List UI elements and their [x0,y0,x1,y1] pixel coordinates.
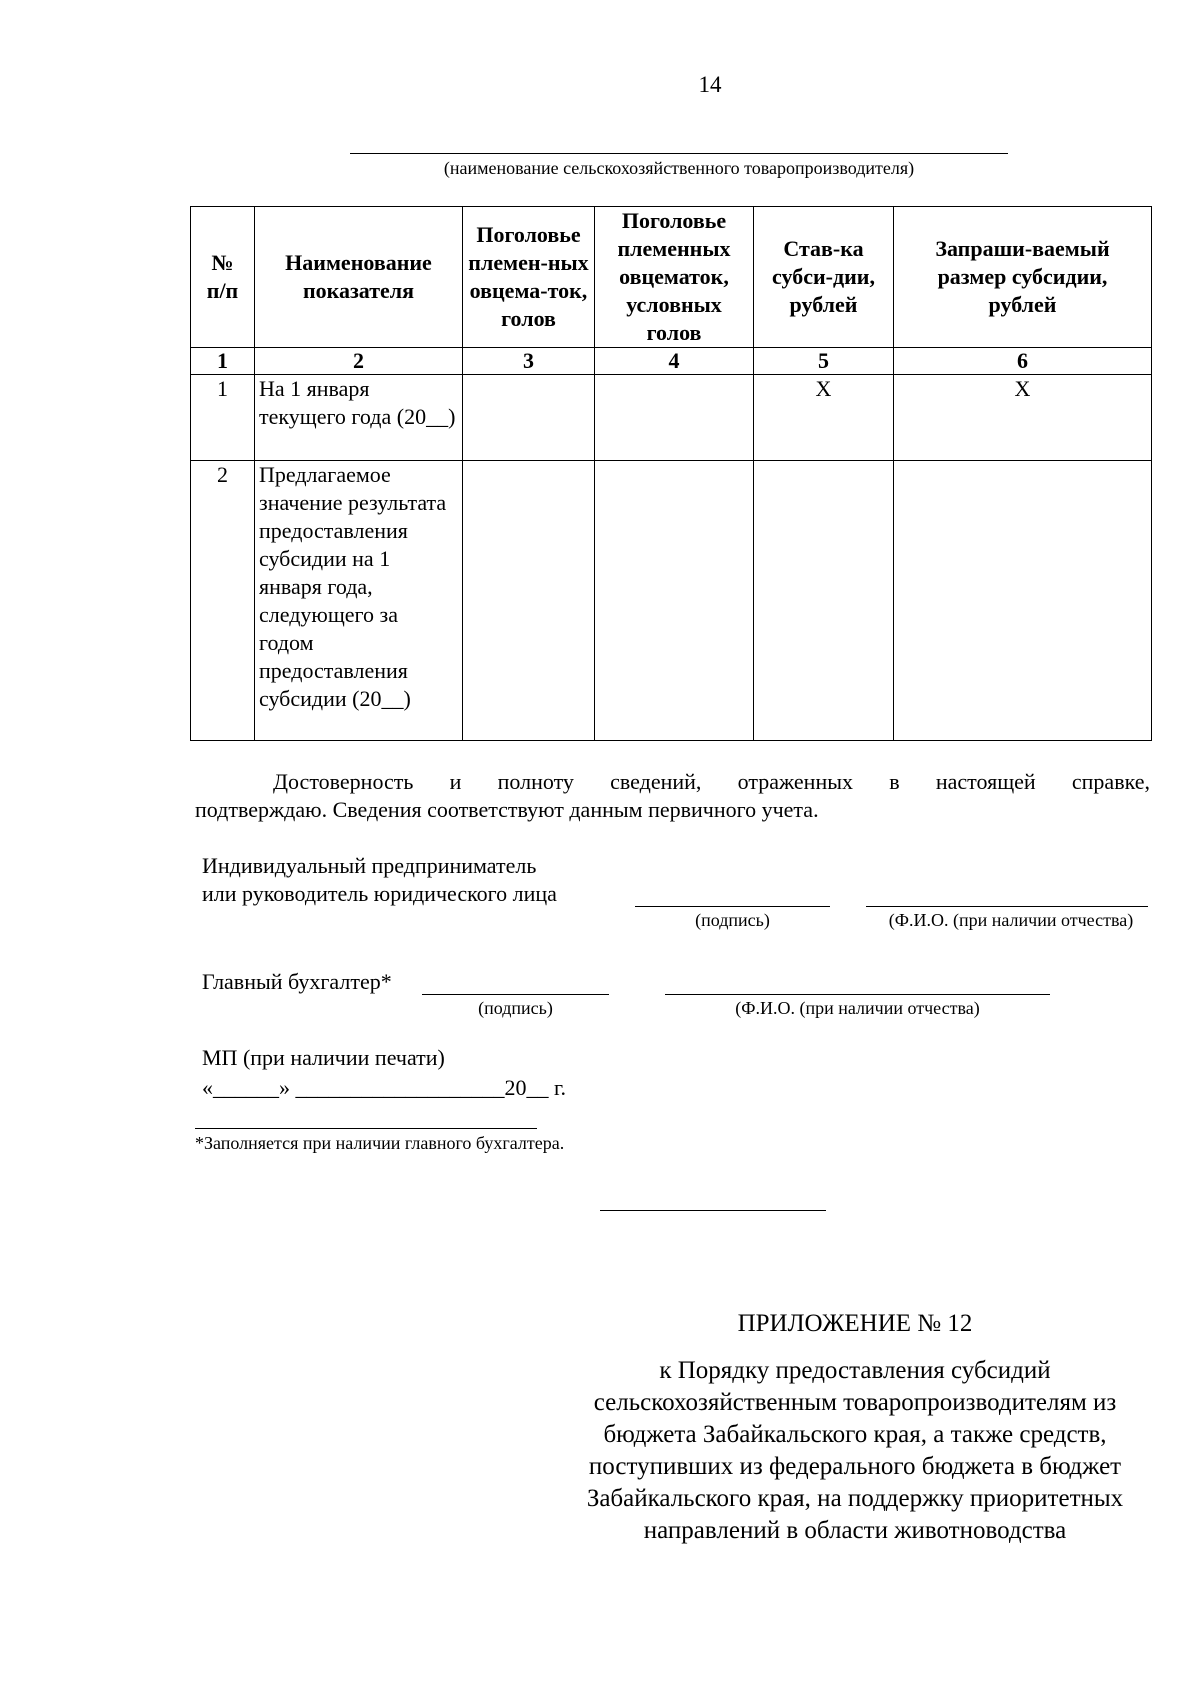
footnote: *Заполняется при наличии главного бухгалтера. [195,1133,565,1153]
accountant-name-caption: (Ф.И.О. (при наличии отчества) [735,998,980,1018]
stamp-label: МП (при наличии печати) [202,1045,445,1070]
column-number: 2 [255,348,463,375]
appendix-body: к Порядку предоставления субсидий сельскохозяйственным товаропроизводителям из бюджета Забайкальского края, а также средств, поступивших из федерального бюджета в бюджет Забайкальского края, на поддержку приоритетных направлений в области животноводства [586,1357,1124,1544]
producer-caption: (наименование сельскохозяйственного товаропроизводителя) [443,158,915,178]
cell-ewes-conditional [595,375,754,461]
cell-ewes-head [463,461,595,741]
cell-rate [754,461,894,741]
header-rate: Став-ка субси-дии, рублей [754,207,894,348]
cell-ewes-head [463,375,595,461]
header-ewes-head: Поголовье племен-ных овцема-ток, голов [463,207,595,348]
table-header-row [191,207,1152,348]
date-line: «______» ___________________20__ г. [202,1075,567,1100]
head-signature-line [635,906,830,907]
cell-ewes-conditional [595,461,754,741]
head-label-line-1: Индивидуальный предприниматель [202,853,537,878]
accountant-signature-caption: (подпись) [478,998,553,1018]
header-num: № п/п [191,207,255,348]
row-number: 1 [191,375,255,461]
column-number: 6 [894,348,1152,375]
column-number: 1 [191,348,255,375]
row-number: 2 [191,461,255,741]
header-ewes-conditional: Поголовье племенных овцематок, условных голов [595,207,754,348]
column-number: 4 [595,348,754,375]
certification-line-1: Достоверность и полноту сведений, отраженных в настоящей справке, [273,769,1150,794]
head-name-line [866,906,1148,907]
table-row [191,375,1152,461]
head-name-caption: (Ф.И.О. (при наличии отчества) [888,910,1134,930]
accountant-signature-line [422,994,609,995]
certification-line-2: подтверждаю. Сведения соответствуют данным первичного учета. [195,797,819,822]
row-indicator: Предлагаемое значение результата предоставления субсидии на 1 января года, следующего за годом предоставления субсидии (20__) [255,461,463,741]
row-indicator: На 1 января текущего года (20__) [255,375,463,461]
cell-requested-amount: Х [894,375,1152,461]
subsidy-table [190,206,1152,741]
footnote-separator [195,1128,537,1129]
column-number: 5 [754,348,894,375]
cell-rate: Х [754,375,894,461]
column-number: 3 [463,348,595,375]
section-divider [600,1210,826,1211]
head-signature-caption: (подпись) [695,910,770,930]
page-number: 14 [698,72,722,97]
header-indicator: Наименование показателя [255,207,463,348]
head-label-line-2: или руководитель юридического лица [202,881,557,906]
cell-requested-amount [894,461,1152,741]
table-row [191,461,1152,741]
appendix-title: ПРИЛОЖЕНИЕ № 12 [737,1310,973,1337]
accountant-name-line [665,994,1050,995]
header-requested-amount: Запраши-ваемый размер субсидии, рублей [894,207,1152,348]
accountant-label: Главный бухгалтер* [202,969,392,994]
producer-name-line [350,153,1008,154]
column-number-row [191,348,1152,375]
